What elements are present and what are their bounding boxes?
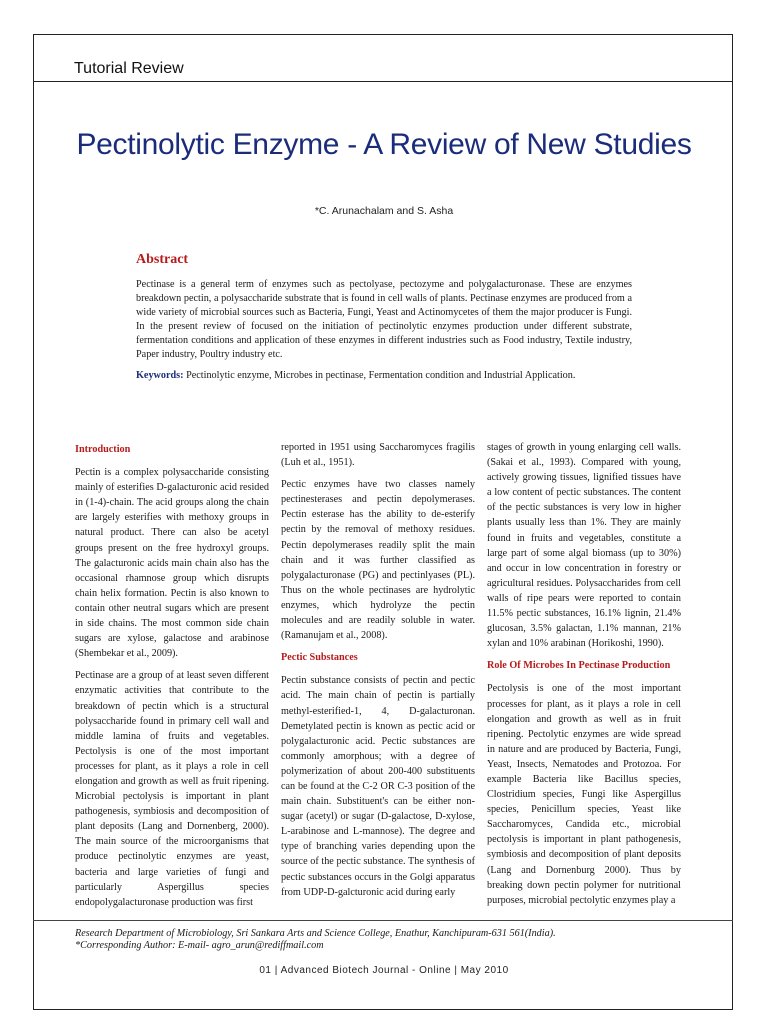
paragraph: stages of growth in young enlarging cell walls. (Sakai et al., 1993). Compared with young, actively growing tissues, lignified tissues have a low content of pectic substances. The content of the pectic substances is very low in higher plants usually less than 1%. They are mainly found in fruits and vegetables, constitute a large part of some algal biomass (up to 30%) and occur in low concentration in forestry or agricultural residues. Polysaccharides from cell walls of ripe pears were reported to contain 11.5% pectic substances, 16.1% lignin, 21.4% glucosan, 3.5% galactan, 1.1% mannan, 21% xylan and 10% arabinan (Horikoshi, 1990). — [487, 442, 681, 650]
abstract-text: Pectinase is a general term of enzymes such as pectolyase, pectozyme and polygalacturonase. These are enzymes breakdown pectin, a polysaccharide substrate that is found in cell walls of plants. Pectinase enzymes are produced from a wide variety of microbial sources such as Bacteria, Fungi, Yeast and Actinomycetes of them the major producer is Fungi. In the present review of focused on the initiation of pectinolytic enzymes production under different substrate, fermentation conditions and application of these enzymes in different industries such as Food industry, Textile industry, Paper industry, Poultry industry etc. — [136, 279, 632, 360]
keywords-line — [136, 369, 632, 383]
abstract-heading: Abstract — [136, 252, 189, 267]
article-title: Pectinolytic Enzyme - A Review of New Studies — [76, 128, 692, 161]
section-heading-introduction: Introduction — [75, 444, 131, 455]
paragraph: Pectinase are a group of at least seven different enzymatic activities that contribute to the breakdown of pectin which is a structural polysaccharide found in primary cell wall and middle lamina of fruits and vegetables. Pectolysis is one of the most important processes for plant, as it plays a role in cell elongation and growth as well as fruit ripening. Microbial pectolysis is important in plant pathogenesis, symbiosis and decomposition of plant deposits (Lang and Dornenberg, 2000). The main source of the microorganisms that produce pectinolytic enzymes are yeast, bacteria and large varieties of fungi and particularly Aspergillus species endopolygalacturonase production was first — [75, 670, 269, 908]
footer-rule — [33, 920, 733, 921]
section-tag: Tutorial Review — [74, 60, 184, 77]
paragraph: Pectolysis is one of the most important processes for plant, as it plays a role in cell elongation and growth as well as in fruit ripening. Pectolytic enzymes are wide spread in nature and are produced by Bacteria, Fungi, Yeast, Insects, Nematodes and Protozoa. For example Bacteria like Bacillus species, Clostridium species, Fungi like Aspergillus species, Penicillum species, Yeast like Saccharomyces, Candida etc., microbial pectolysis is important in plant pathogenesis, symbiosis and decomposition of plant deposits (Lang and Dornenburg 2000). Thus by breaking down pectin polymer for nutritional purposes, microbial pectolytic enzymes play a — [487, 683, 681, 906]
affiliation-text: Research Department of Microbiology, Sri Sankara Arts and Science College, Enathur, Kanchipuram-631 561(India). — [75, 928, 556, 939]
affiliation-block — [75, 928, 695, 952]
section-heading-role-of-microbes: Role Of Microbes In Pectinase Production — [487, 660, 671, 672]
text-column-3 — [487, 440, 681, 915]
paragraph: reported in 1951 using Saccharomyces fragilis (Luh et al., 1951). — [281, 442, 475, 469]
corresponding-author: *Corresponding Author: E-mail- agro_arun@rediffmail.com — [75, 940, 324, 951]
page-footer: 01 | Advanced Biotech Journal - Online | May 2010 — [259, 965, 509, 976]
keywords-text: Pectinolytic enzyme, Microbes in pectinase, Fermentation condition and Industrial Application. — [186, 370, 576, 381]
paragraph: Pectin substance consists of pectin and pectic acid. The main chain of pectin is partially methyl-esterified-1, 4, D-galacturonan. Demetylated pectin is known as pectic acid or polygalacturonic acid. Pectic substances are commonly amorphous; with a degree of polymerization of about 200-400 substituents can be found at the C-2 OR C-3 position of the main chain. Substituent's can be either non-sugar (acetyl) or sugar (D-galactose, D-xylose, L-arabinose and L-mannose). The degree and type of branching varies depending upon the source of the pectic substance. The synthesis of pectic substances occurs in the Golgi apparatus from UDP-D-galcturonic acid during early — [281, 675, 475, 898]
author-line: *C. Arunachalam and S. Asha — [314, 205, 454, 217]
text-column-1 — [75, 440, 269, 917]
keywords-label: Keywords: — [136, 370, 184, 381]
text-column-2 — [281, 440, 475, 907]
paragraph: Pectic enzymes have two classes namely pectinesterases and pectin depolymerases. Pectin esterase has the ability to de-esterify pectin by the removal of methoxy residues. Pectin depolymerases readily split the main chain and it was further classified as polygalacturonase (PG) and pectinlyases (PL). Thus on the whole pectinases are hydrolytic enzymes, which hydrolyze the pectin molecules and are readily soluble in water. (Ramanujam et al., 2008). — [281, 479, 475, 642]
paragraph: Pectin is a complex polysaccharide consisting mainly of esterifies D-galacturonic acid resided in (1-4)-chain. The acid groups along the chain are largely esterifies with methoxy groups in natural product. There can also be acetyl groups present on the free hydroxyl groups. The galacturonic acids main chain also has the occasional rhamnose group which disrupts chain helix formation. Pectin is also known to contain other neutral sugars which are present in side chains. The most common side chain sugars are xylose, galactose and arabinose (Shembekar et al., 2009). — [75, 467, 269, 660]
section-heading-pectic-substances: Pectic Substances — [281, 652, 358, 664]
header-rule — [33, 81, 733, 82]
